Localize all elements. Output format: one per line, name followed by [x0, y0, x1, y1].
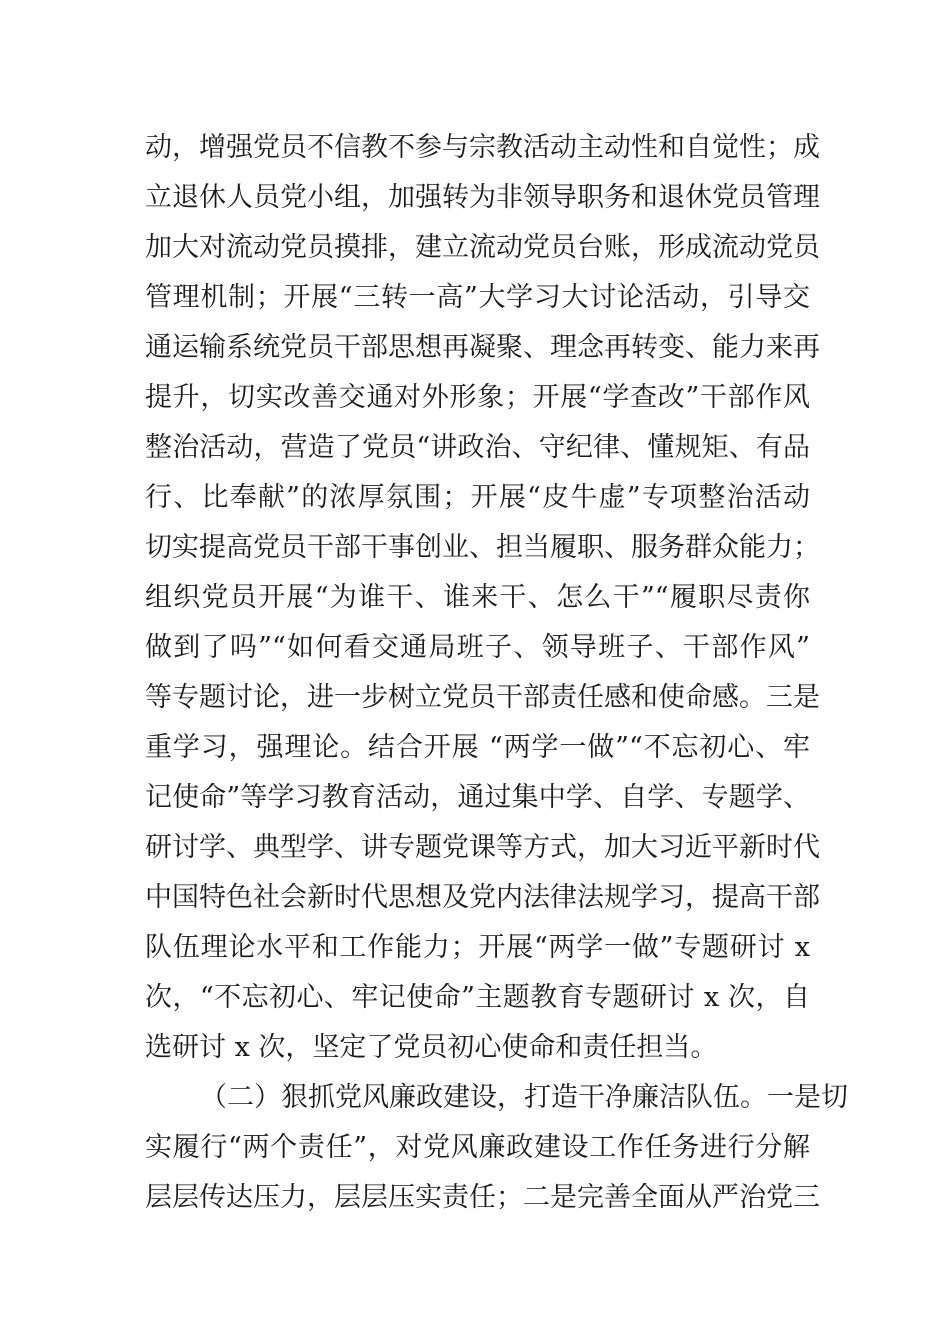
text-line: 重学习，强理论。结合开展 “两学一做”“不忘初心、牢 [145, 732, 810, 763]
text-line: 切实提高党员干部干事创业、担当履职、服务群众能力； [145, 532, 820, 563]
text-line: 中国特色社会新时代思想及党内法律法规学习，提高干部 [145, 882, 820, 913]
text-line: 管理机制；开展“三转一高”大学习大讨论活动，引导交 [145, 282, 810, 313]
text-line: 立退休人员党小组，加强转为非领导职务和退休党员管理 [145, 182, 820, 213]
text-line: 整治活动，营造了党员“讲政治、守纪律、懂规矩、有品 [145, 432, 810, 463]
text-line: 记使命”等学习教育活动，通过集中学、自学、专题学、 [145, 782, 810, 813]
text-line: 加大对流动党员摸排，建立流动党员台账，形成流动党员 [145, 232, 820, 263]
text-line: 等专题讨论，进一步树立党员干部责任感和使命感。三是 [145, 682, 820, 713]
text-line: 队伍理论水平和工作能力；开展“两学一做”专题研讨 x [145, 932, 810, 963]
text-line: 实履行“两个责任”，对党风廉政建设工作任务进行分解 [145, 1132, 810, 1163]
text-line: 次，“不忘初心、牢记使命”主题教育专题研讨 x 次，自 [145, 982, 810, 1013]
text-line: 提升，切实改善交通对外形象；开展“学查改”干部作风 [145, 382, 810, 413]
text-line: 动，增强党员不信教不参与宗教活动主动性和自觉性；成 [145, 132, 820, 163]
text-line: 选研讨 x 次，坚定了党员初心使命和责任担当。 [145, 1032, 718, 1063]
text-line: 研讨学、典型学、讲专题党课等方式，加大习近平新时代 [145, 832, 820, 863]
section-heading-line: （二）狠抓党风廉政建设，打造干净廉洁队伍。一是切 [200, 1082, 848, 1113]
text-line: 层层传达压力，层层压实责任；二是完善全面从严治党三 [145, 1182, 820, 1213]
text-line: 做到了吗”“如何看交通局班子、领导班子、干部作风” [145, 632, 810, 663]
text-line: 行、比奉献”的浓厚氛围；开展“皮牛虚”专项整治活动 [145, 482, 810, 513]
text-line: 通运输系统党员干部思想再凝聚、理念再转变、能力来再 [145, 332, 820, 363]
text-line: 组织党员开展“为谁干、谁来干、怎么干”“履职尽责你 [145, 582, 810, 613]
